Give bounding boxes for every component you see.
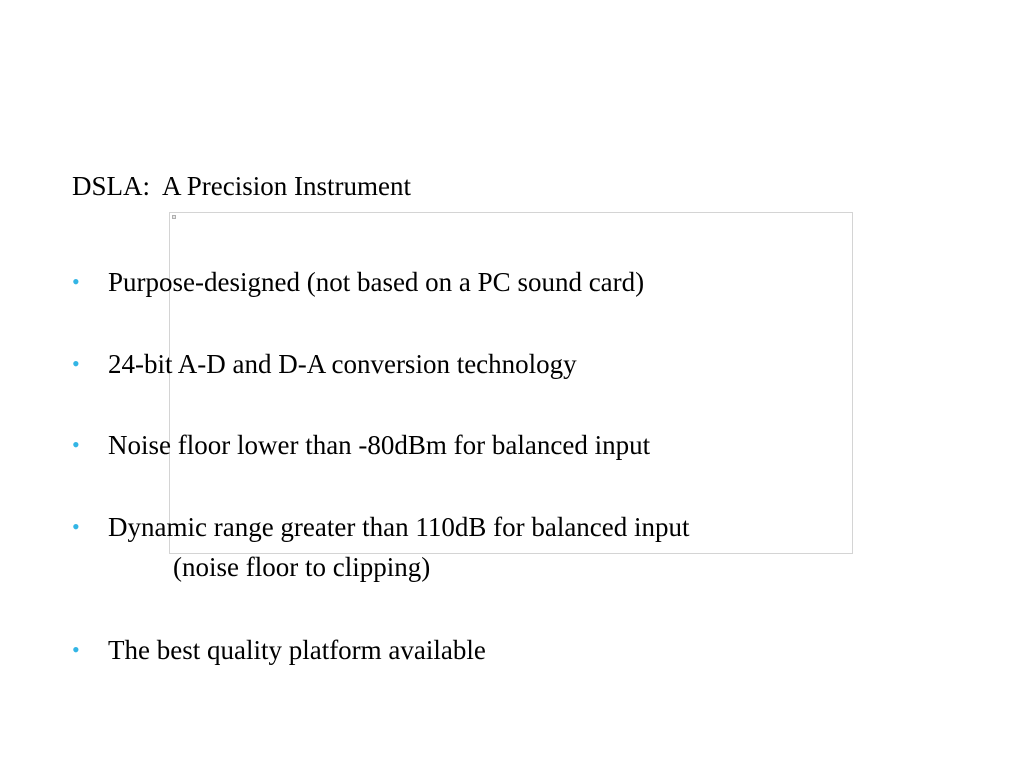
bullet-dot-icon: • [72,637,80,662]
bullet-dot-icon: • [72,351,80,376]
bullet-text: The best quality platform available [108,635,486,665]
bullet-text: Noise floor lower than -80dBm for balanced input [108,430,651,460]
bullet-text: Dynamic range greater than 110dB for balanced input [108,512,690,542]
bullet-dot-icon: • [72,432,80,457]
slide-title: DSLA: A Precision Instrument [72,171,411,201]
bullet-text: Purpose-designed (not based on a PC sound card) [108,267,645,297]
bullet-text: 24-bit A-D and D-A conversion technology [108,349,577,379]
bullet-dot-icon: • [72,514,80,539]
bullet-dot-icon: • [72,269,80,294]
bullet-subline: (noise floor to clipping) [173,552,431,582]
broken-image-icon [172,215,176,219]
